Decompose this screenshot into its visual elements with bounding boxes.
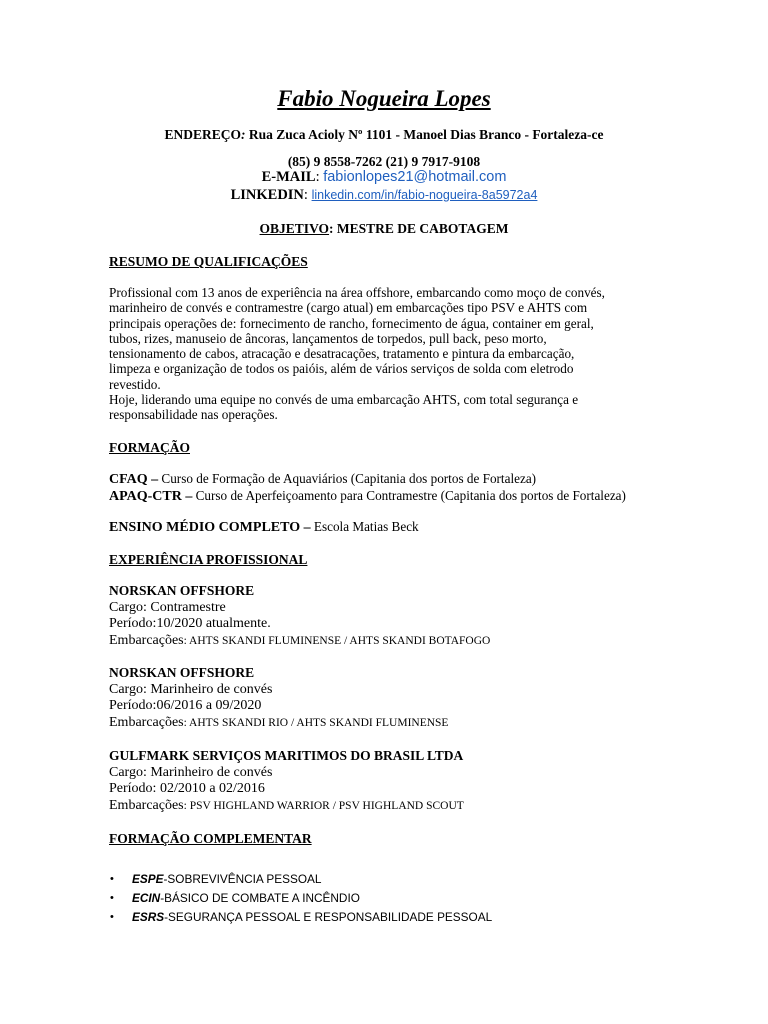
phone-numbers: (85) 9 8558-7262 (21) 9 7917-9108 [287,154,481,169]
summary-line: responsabilidade nas operações. [109,407,278,423]
linkedin-label: LINKEDIN [230,187,304,203]
linkedin-link[interactable]: linkedin.com/in/fabio-nogueira-8a5972a4 [311,188,538,202]
vessels-value: : AHTS SKANDI FLUMINENSE / AHTS SKANDI BOTAFOGO [183,634,491,647]
vessels-label: Embarcações [109,632,184,648]
summary-line: revestido. [109,376,161,392]
vessels-value: : AHTS SKANDI RIO / AHTS SKANDI FLUMINENSE [183,716,449,729]
job-company: NORSKAN OFFSHORE [109,665,255,680]
education-item [109,519,629,535]
course-name: -BÁSICO DE COMBATE A INCÊNDIO [160,891,360,905]
job-period: Período: 02/2010 a 02/2016 [109,781,265,796]
summary-line: Profissional com 13 anos de experiência na área offshore, embarcando como moço de convés, [109,285,605,300]
list-item [110,870,492,889]
experience-heading: EXPERIÊNCIA PROFISSIONAL [109,552,308,567]
summary-heading: RESUMO DE QUALIFICAÇÕES [109,254,308,269]
email-label: E-MAIL [261,169,316,185]
bullet-icon: • [110,911,114,923]
job-entry [109,583,490,649]
summary-line: principais operações de: fornecimento de rancho, fornecimento de água, container em geral, [109,315,594,331]
address-value: Rua Zuca Acioly Nº 1101 - Manoel Dias Branco - Fortaleza-ce [245,127,604,142]
job-vessels [109,633,490,650]
job-entry [109,748,464,814]
summary-line: tensionamento de cabos, atracação e desatracações, tratamento e pintura da embarcação, [109,346,575,362]
job-role: Cargo: Marinheiro de convés [109,764,273,780]
education-heading: FORMAÇÃO [109,440,190,455]
job-vessels [109,715,448,732]
job-period: Período:10/2020 atualmente. [109,616,271,631]
address-label: ENDEREÇO [164,127,241,142]
education-code: APAQ-CTR – [109,489,193,504]
job-entry [109,665,448,731]
education-code: CFAQ – [109,472,159,487]
job-role: Cargo: Contramestre [109,599,226,615]
vessels-label: Embarcações [109,797,184,813]
education-text: Curso de Formação de Aquaviários (Capitania dos portos de Fortaleza) [158,471,537,486]
education-item [109,488,629,504]
job-role: Cargo: Marinheiro de convés [109,681,273,697]
education-item [109,471,629,487]
job-company: GULFMARK SERVIÇOS MARITIMOS DO BRASIL LTDA [109,748,464,763]
address-line [0,127,768,143]
email-line: E-MAIL: fabionlopes21@hotmail.com [261,169,507,185]
list-item [110,889,492,908]
course-code: ESPE [132,872,164,886]
bullet-icon: • [110,892,114,904]
objective-value: : MESTRE DE CABOTAGEM [329,221,509,236]
summary-paragraph [109,285,649,423]
job-vessels [109,798,464,815]
course-name: -SEGURANÇA PESSOAL E RESPONSABILIDADE PESSOAL [164,910,493,924]
course-name: -SOBREVIVÊNCIA PESSOAL [163,872,322,886]
bullet-icon: • [110,873,114,885]
list-item [110,908,492,927]
vessels-value: : PSV HIGHLAND WARRIOR / PSV HIGHLAND SCOUT [183,799,464,812]
candidate-name: Fabio Nogueira Lopes [277,86,491,111]
address-colon: : [240,127,246,142]
course-code: ECIN [132,891,161,905]
complementary-list [110,870,492,927]
email-value[interactable]: fabionlopes21@hotmail.com [323,169,507,185]
summary-line: tubos, rizes, manuseio de âncoras, lançamentos de torpedos, pull back, peso morto, [109,330,547,346]
objective-label: OBJETIVO [259,221,330,236]
complementary-heading: FORMAÇÃO COMPLEMENTAR [109,831,312,846]
summary-line: marinheiro de convés e contramestre (cargo atual) em embarcações tipo PSV e AHTS com [109,300,588,316]
education-text: Curso de Aperfeiçoamento para Contramestre (Capitania dos portos de Fortaleza) [192,488,626,503]
education-text: Escola Matias Beck [310,519,419,534]
job-company: NORSKAN OFFSHORE [109,583,255,598]
vessels-label: Embarcações [109,714,184,730]
objective-line [0,221,768,237]
summary-line: limpeza e organização de todos os paióis, além de vários serviços de solda com eletrodo [109,361,574,377]
linkedin-line: LINKEDIN: linkedin.com/in/fabio-nogueira-8a5972a4 [230,187,538,203]
summary-line: Hoje, liderando uma equipe no convés de uma embarcação AHTS, com total segurança e [109,392,579,408]
job-period: Período:06/2016 a 09/2020 [109,698,262,713]
education-code: ENSINO MÉDIO COMPLETO – [109,520,311,535]
course-code: ESRS [132,910,165,924]
